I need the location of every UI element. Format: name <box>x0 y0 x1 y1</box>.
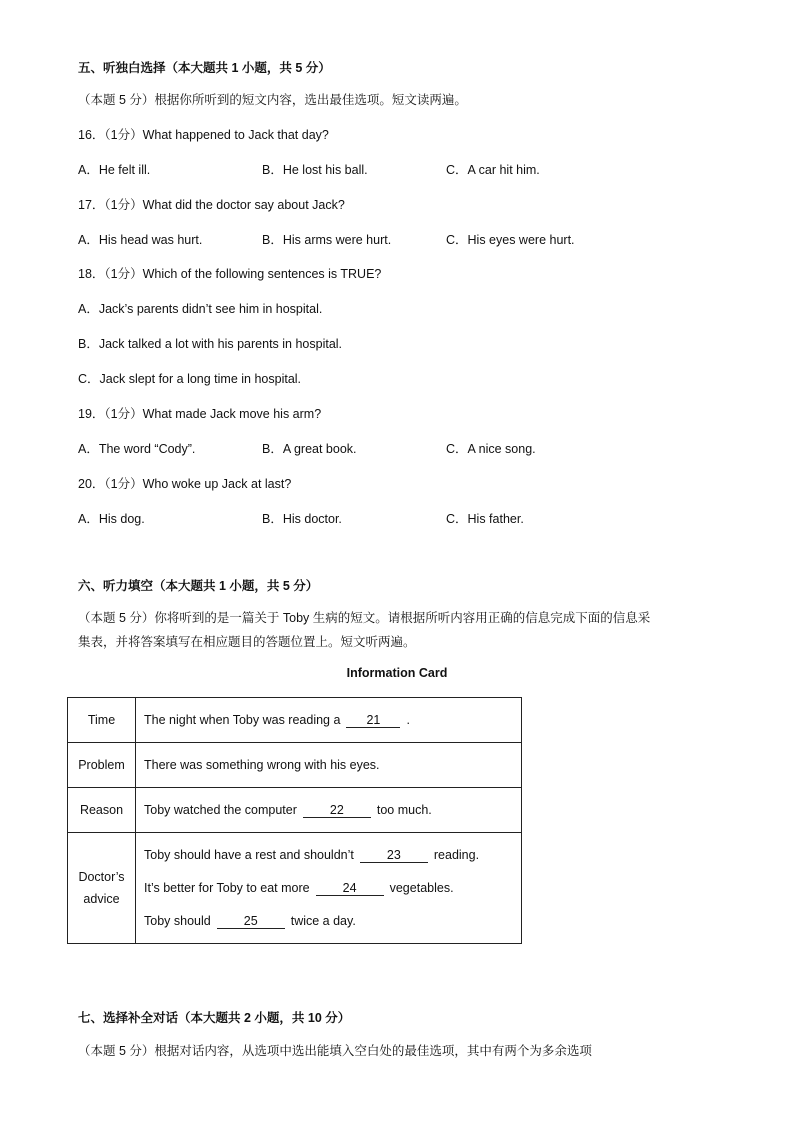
section-5-heading: 五、听独白选择（本大题共 1 小题，共 5 分） <box>78 61 331 75</box>
q17-option-b: B．His arms were hurt. <box>262 233 392 247</box>
table-row-time <box>68 698 522 743</box>
advice-2-end: vegetables. <box>389 880 454 895</box>
advice-2-text: It’s better for Toby to eat more <box>144 880 310 895</box>
q16-option-c: C．A car hit him. <box>446 163 540 177</box>
advice-cell <box>136 833 522 944</box>
q19-option-a: A．The word “Cody”. <box>78 442 196 456</box>
section-7-intro: （本题 5 分）根据对话内容，从选项中选出能填入空白处的最佳选项，其中有两个为多余选项 <box>78 1044 592 1058</box>
section-6-heading: 六、听力填空（本大题共 1 小题，共 5 分） <box>78 579 319 593</box>
section-6-intro-line-2: 集表，并将答案填写在相应题目的答题位置上。短文听两遍。 <box>78 635 416 649</box>
question-16: 16．（1分）What happened to Jack that day? <box>78 128 329 142</box>
section-5-intro: （本题 5 分）根据你所听到的短文内容，选出最佳选项。短文读两遍。 <box>78 93 467 107</box>
section-6-intro-line-1: （本题 5 分）你将听到的是一篇关于 Toby 生病的短文。请根据所听内容用正确的信息完成下面的信息采 <box>78 611 651 625</box>
time-text: The night when Toby was reading a <box>144 712 341 727</box>
blank-21[interactable]: 21 <box>346 713 400 728</box>
q18-option-b: B．Jack talked a lot with his parents in hospital. <box>78 337 343 351</box>
table-row-reason <box>68 788 522 833</box>
question-20: 20．（1分）Who woke up Jack at last? <box>78 477 292 491</box>
reason-cell <box>136 788 522 833</box>
advice-line-3 <box>144 905 521 938</box>
advice-1-end: reading. <box>433 847 480 862</box>
q20-option-b: B．His doctor. <box>262 512 342 526</box>
q18-option-c: C．Jack slept for a long time in hospital. <box>78 372 302 386</box>
q19-option-b: B．A great book. <box>262 442 357 456</box>
q19-option-c: C．A nice song. <box>446 442 536 456</box>
advice-3-end: twice a day. <box>290 913 356 928</box>
blank-23[interactable]: 23 <box>360 848 428 863</box>
information-card-title: Information Card <box>346 666 448 680</box>
blank-25[interactable]: 25 <box>217 914 285 929</box>
q18-option-a: A．Jack’s parents didn’t see him in hospital. <box>78 302 323 316</box>
q17-option-a: A．His head was hurt. <box>78 233 203 247</box>
table-row-problem <box>68 743 522 788</box>
time-label: Time <box>68 698 136 743</box>
reason-text: Toby watched the computer <box>144 802 297 817</box>
reason-label: Reason <box>68 788 136 833</box>
advice-3-text: Toby should <box>144 913 211 928</box>
q16-option-b: B．He lost his ball. <box>262 163 368 177</box>
q17-option-c: C．His eyes were hurt. <box>446 233 575 247</box>
advice-line-2 <box>144 872 521 905</box>
blank-24[interactable]: 24 <box>316 881 384 896</box>
question-19: 19．（1分）What made Jack move his arm? <box>78 407 322 421</box>
q20-option-a: A．His dog. <box>78 512 145 526</box>
problem-label: Problem <box>68 743 136 788</box>
information-card-table <box>67 697 522 944</box>
advice-label <box>68 833 136 944</box>
question-17: 17．（1分）What did the doctor say about Jack? <box>78 198 345 212</box>
advice-label-line-2: advice <box>83 892 120 906</box>
blank-22[interactable]: 22 <box>303 803 371 818</box>
problem-text: There was something wrong with his eyes. <box>136 743 522 788</box>
question-18: 18．（1分）Which of the following sentences is TRUE? <box>78 267 382 281</box>
advice-label-line-1: Doctor’s <box>78 870 125 884</box>
q20-option-c: C．His father. <box>446 512 524 526</box>
advice-1-text: Toby should have a rest and shouldn’t <box>144 847 354 862</box>
q16-option-a: A．He felt ill. <box>78 163 151 177</box>
table-row-advice <box>68 833 522 944</box>
time-end: . <box>406 712 410 727</box>
time-cell <box>136 698 522 743</box>
reason-end: too much. <box>376 802 432 817</box>
advice-line-1 <box>144 839 521 872</box>
section-7-heading: 七、选择补全对话（本大题共 2 小题，共 10 分） <box>78 1011 351 1025</box>
